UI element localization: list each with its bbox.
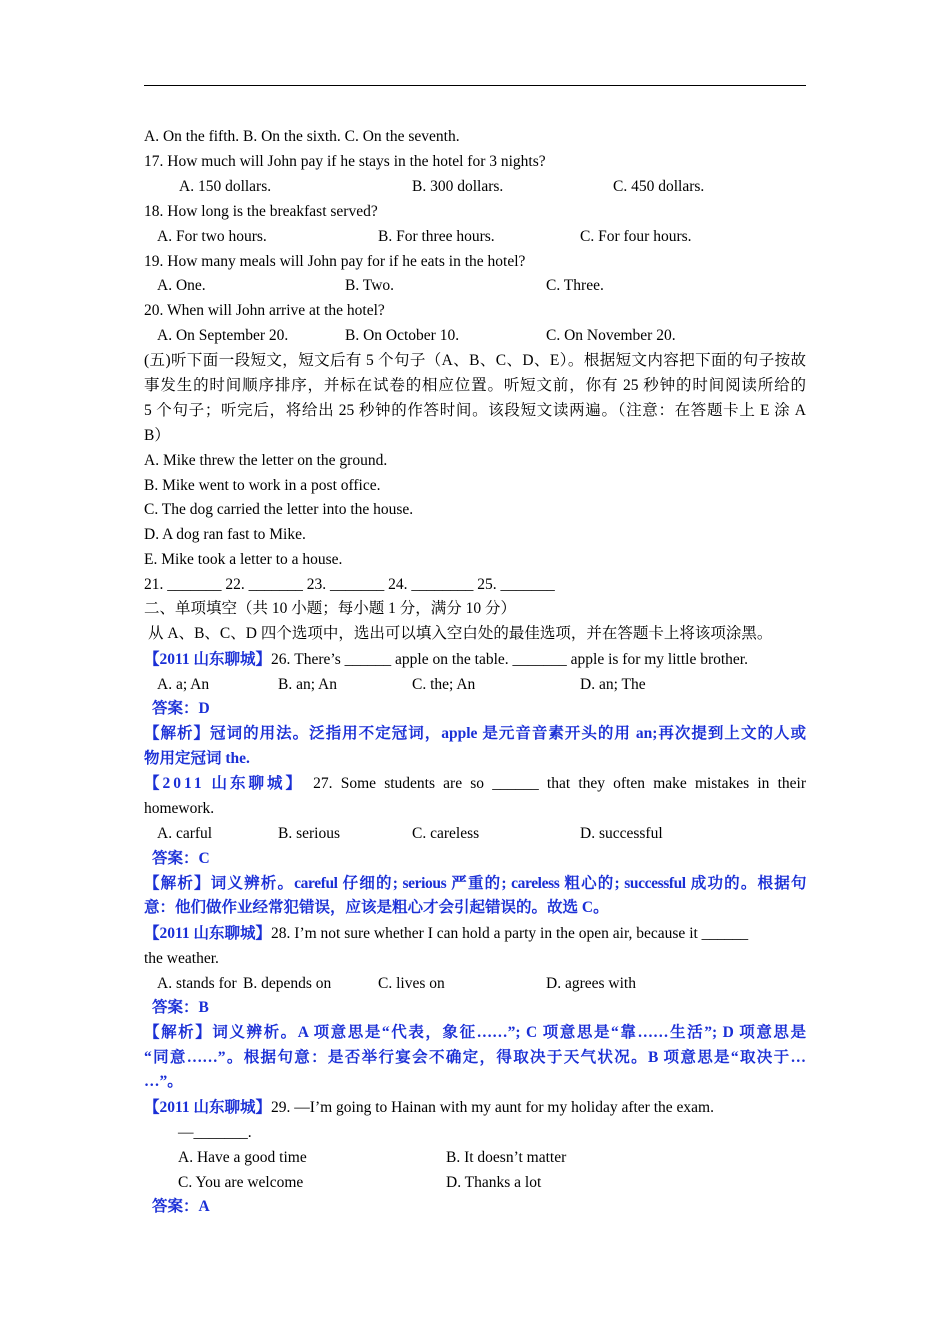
answer-27: 答案：C xyxy=(152,850,210,867)
explanation-27-line1: 【解析】词义辨析。careful 仔细的; serious 严重的; careless 粗心的; successful 成功的。根据句 xyxy=(144,875,806,892)
q16-options: A. On the fifth. B. On the sixth. C. On the seventh. xyxy=(144,128,460,145)
header-rule xyxy=(144,85,806,86)
q29-option-a: A. Have a good time xyxy=(178,1149,307,1166)
q20-option-b: B. On October 10. xyxy=(345,327,460,344)
answer-blanks-21-25: 21. _______ 22. _______ 23. _______ 24. ________ 25. _______ xyxy=(144,576,555,593)
q29-option-d: D. Thanks a lot xyxy=(446,1174,542,1191)
question-28-line1 xyxy=(144,924,748,944)
q28-option-b: B. depends on xyxy=(243,975,332,992)
section5-instruction-line4: B） xyxy=(144,427,170,444)
q29-option-c: C. You are welcome xyxy=(178,1174,304,1191)
question-19: 19. How many meals will John pay for if he eats in the hotel? xyxy=(144,253,526,270)
q18-option-b: B. For three hours. xyxy=(378,228,495,245)
q27-option-d: D. successful xyxy=(580,825,663,842)
q26-option-c: C. the; An xyxy=(412,676,476,693)
sentence-d: D. A dog ran fast to Mike. xyxy=(144,526,306,543)
q26-option-a: A. a; An xyxy=(157,676,210,693)
source-tag: 【2011 山东聊城】 xyxy=(144,651,272,668)
sentence-b: B. Mike went to work in a post office. xyxy=(144,477,381,494)
explanation-26-line2: 物用定冠词 the. xyxy=(144,750,250,767)
question-26 xyxy=(144,650,748,670)
part2-title: 二、单项填空（共 10 小题；每小题 1 分，满分 10 分） xyxy=(144,600,517,617)
q19-option-b: B. Two. xyxy=(345,277,395,294)
explanation-28-line1: 【解析】词义辨析。A 项意思是“代表，象征……”; C 项意思是“靠……生活”; D 项意思是 xyxy=(144,1024,806,1041)
source-tag: 【2011 山东聊城】 xyxy=(144,925,272,942)
q20-option-a: A. On September 20. xyxy=(157,327,289,344)
question-29-text: 29. —I’m going to Hainan with my aunt for my holiday after the exam. xyxy=(271,1099,714,1116)
q19-option-a: A. One. xyxy=(157,277,206,294)
q27-option-a: A. carful xyxy=(157,825,213,842)
q18-option-c: C. For four hours. xyxy=(580,228,692,245)
q26-option-d: D. an; The xyxy=(580,676,646,693)
q29-reply-blank: —_______. xyxy=(178,1124,252,1141)
answer-29: 答案：A xyxy=(152,1198,210,1215)
sentence-c: C. The dog carried the letter into the house. xyxy=(144,501,414,518)
q17-option-a: A. 150 dollars. xyxy=(179,178,272,195)
q29-option-b: B. It doesn’t matter xyxy=(446,1149,567,1166)
q28-option-c: C. lives on xyxy=(378,975,445,992)
explanation-27-line2: 意：他们做作业经常犯错误，应该是粗心才会引起错误的。故选 C。 xyxy=(144,899,609,916)
answer-26: 答案：D xyxy=(152,700,210,717)
q18-option-a: A. For two hours. xyxy=(157,228,267,245)
sentence-e: E. Mike took a letter to a house. xyxy=(144,551,343,568)
explanation-26-line1: 【解析】冠词的用法。泛指用不定冠词，apple 是元音音素开头的用 an;再次提到上文的人或 xyxy=(144,725,806,742)
q27-option-c: C. careless xyxy=(412,825,480,842)
q26-option-b: B. an; An xyxy=(278,676,337,693)
question-28-line2: the weather. xyxy=(144,950,219,967)
part2-instruction: 从 A、B、C、D 四个选项中，选出可以填入空白处的最佳选项，并在答题卡上将该项涂黑。 xyxy=(148,625,773,642)
section5-instruction-line3: 5 个句子；听完后，将给出 25 秒钟的作答时间。该段短文读两遍。（注意：在答题卡上 E 涂 A xyxy=(144,402,806,419)
source-tag: 【2011 山东聊城】 xyxy=(144,775,305,792)
question-17: 17. How much will John pay if he stays in the hotel for 3 nights? xyxy=(144,153,546,170)
q27-option-b: B. serious xyxy=(278,825,340,842)
sentence-a: A. Mike threw the letter on the ground. xyxy=(144,452,388,469)
explanation-28-line2: “同意……”。根据句意：是否举行宴会不确定，得取决于天气状况。B 项意思是“取决于… xyxy=(144,1049,806,1066)
q19-option-c: C. Three. xyxy=(546,277,604,294)
question-27-line2: homework. xyxy=(144,800,215,817)
q28-option-d: D. agrees with xyxy=(546,975,636,992)
explanation-28-line3: …”。 xyxy=(144,1073,183,1090)
question-29 xyxy=(144,1098,714,1118)
question-18: 18. How long is the breakfast served? xyxy=(144,203,378,220)
section5-instruction-line2: 事发生的时间顺序排序，并标在试卷的相应位置。听短文前，你有 25 秒钟的时间阅读所给的 xyxy=(144,377,806,394)
question-28-text: 28. I’m not sure whether I can hold a party in the open air, because it ______ xyxy=(271,925,749,942)
question-27-line1 xyxy=(144,774,806,794)
q17-option-c: C. 450 dollars. xyxy=(613,178,705,195)
q28-option-a: A. stands for xyxy=(157,975,237,992)
source-tag: 【2011 山东聊城】 xyxy=(144,1099,272,1116)
q17-option-b: B. 300 dollars. xyxy=(412,178,504,195)
q20-option-c: C. On November 20. xyxy=(546,327,676,344)
answer-28: 答案：B xyxy=(152,999,209,1016)
question-20: 20. When will John arrive at the hotel? xyxy=(144,302,385,319)
section5-instruction-line1: (五)听下面一段短文，短文后有 5 个句子（A、B、C、D、E）。根据短文内容把下面的句子按故 xyxy=(144,352,806,369)
question-27-text: 27. Some students are so ______ that they often make mistakes in their xyxy=(313,775,806,792)
question-26-text: 26. There’s ______ apple on the table. _______ apple is for my little brother. xyxy=(271,651,748,668)
